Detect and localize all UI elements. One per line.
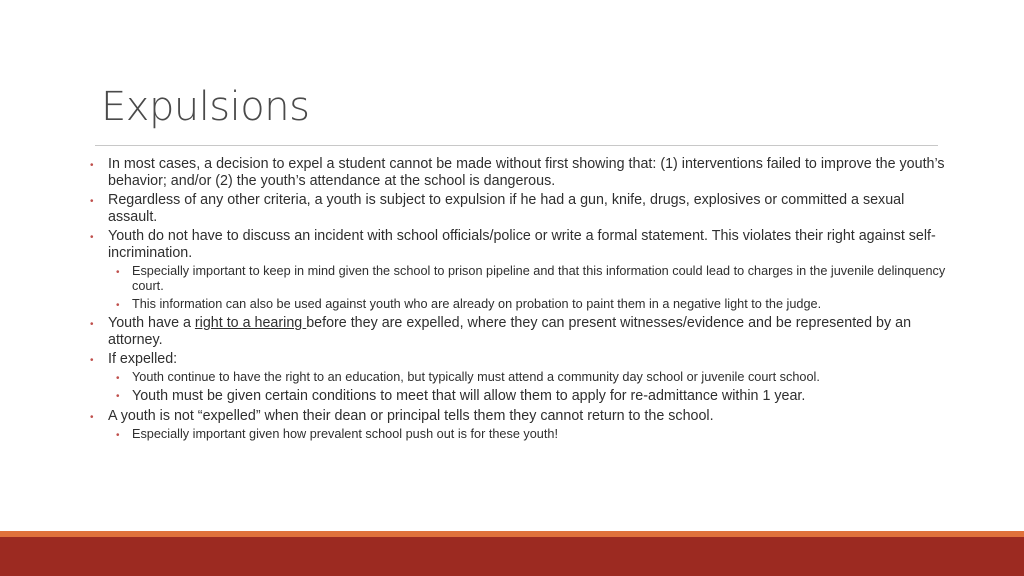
list-item <box>88 156 948 190</box>
title-divider <box>95 145 938 146</box>
list-item <box>88 192 948 226</box>
sub-list-item <box>88 370 948 385</box>
bullet-icon: • <box>116 430 120 441</box>
list-item-text: Youth must be given certain conditions to meet that will allow them to apply for re-admittance within 1 year. <box>132 388 806 404</box>
list-item-text: A youth is not “expelled” when their dean or principal tells them they cannot return to the school. <box>108 408 714 424</box>
list-item-text-after: before they are expelled, where they can present witnesses/evidence and be represented by an attorney. <box>108 315 912 348</box>
list-item-text: If expelled: <box>108 351 178 367</box>
bullet-icon: • <box>90 355 94 366</box>
sub-list-item <box>88 297 948 312</box>
sub-list-item <box>88 264 948 294</box>
bullet-list <box>88 156 948 445</box>
bullet-icon: • <box>90 319 94 330</box>
sub-list-item <box>88 427 948 442</box>
bullet-icon: • <box>116 267 120 278</box>
bullet-icon: • <box>116 300 120 311</box>
list-item-text: Youth continue to have the right to an education, but typically must attend a community day school or juvenile court school. <box>132 370 820 384</box>
list-item <box>88 228 948 262</box>
bullet-icon: • <box>116 373 120 384</box>
list-item-text: Regardless of any other criteria, a youth is subject to expulsion if he had a gun, knife, drugs, explosives or committed a sexual assault. <box>108 192 905 225</box>
list-item-text: In most cases, a decision to expel a student cannot be made without first showing that: (1) interventions failed to improve the youth’s behavior; and/or (2) the youth’s attendance at the school is dangerous. <box>108 156 945 189</box>
bullet-icon: • <box>90 160 94 171</box>
list-item-text: This information can also be used against youth who are already on probation to paint them in a negative light to the judge. <box>132 297 822 311</box>
list-item-text: Especially important to keep in mind given the school to prison pipeline and that this information could lead to charges in the juvenile delinquency court. <box>132 264 946 293</box>
bullet-icon: • <box>90 412 94 423</box>
list-item <box>88 315 948 349</box>
list-item-text: Youth do not have to discuss an incident with school officials/police or write a formal statement. This violates their right against self-incrimination. <box>108 228 936 261</box>
bullet-icon: • <box>116 391 120 402</box>
hearing-link[interactable]: right to a hearing <box>194 315 307 331</box>
bullet-icon: • <box>90 232 94 243</box>
list-item <box>88 351 948 368</box>
list-item-text: Especially important given how prevalent school push out is for these youth! <box>132 427 558 441</box>
list-item-text-before: Youth have a <box>108 315 195 331</box>
sub-list-item <box>88 388 948 405</box>
list-item <box>88 408 948 425</box>
footer-band <box>0 537 1024 576</box>
slide-title: Expulsions <box>101 84 310 130</box>
bullet-icon: • <box>90 196 94 207</box>
